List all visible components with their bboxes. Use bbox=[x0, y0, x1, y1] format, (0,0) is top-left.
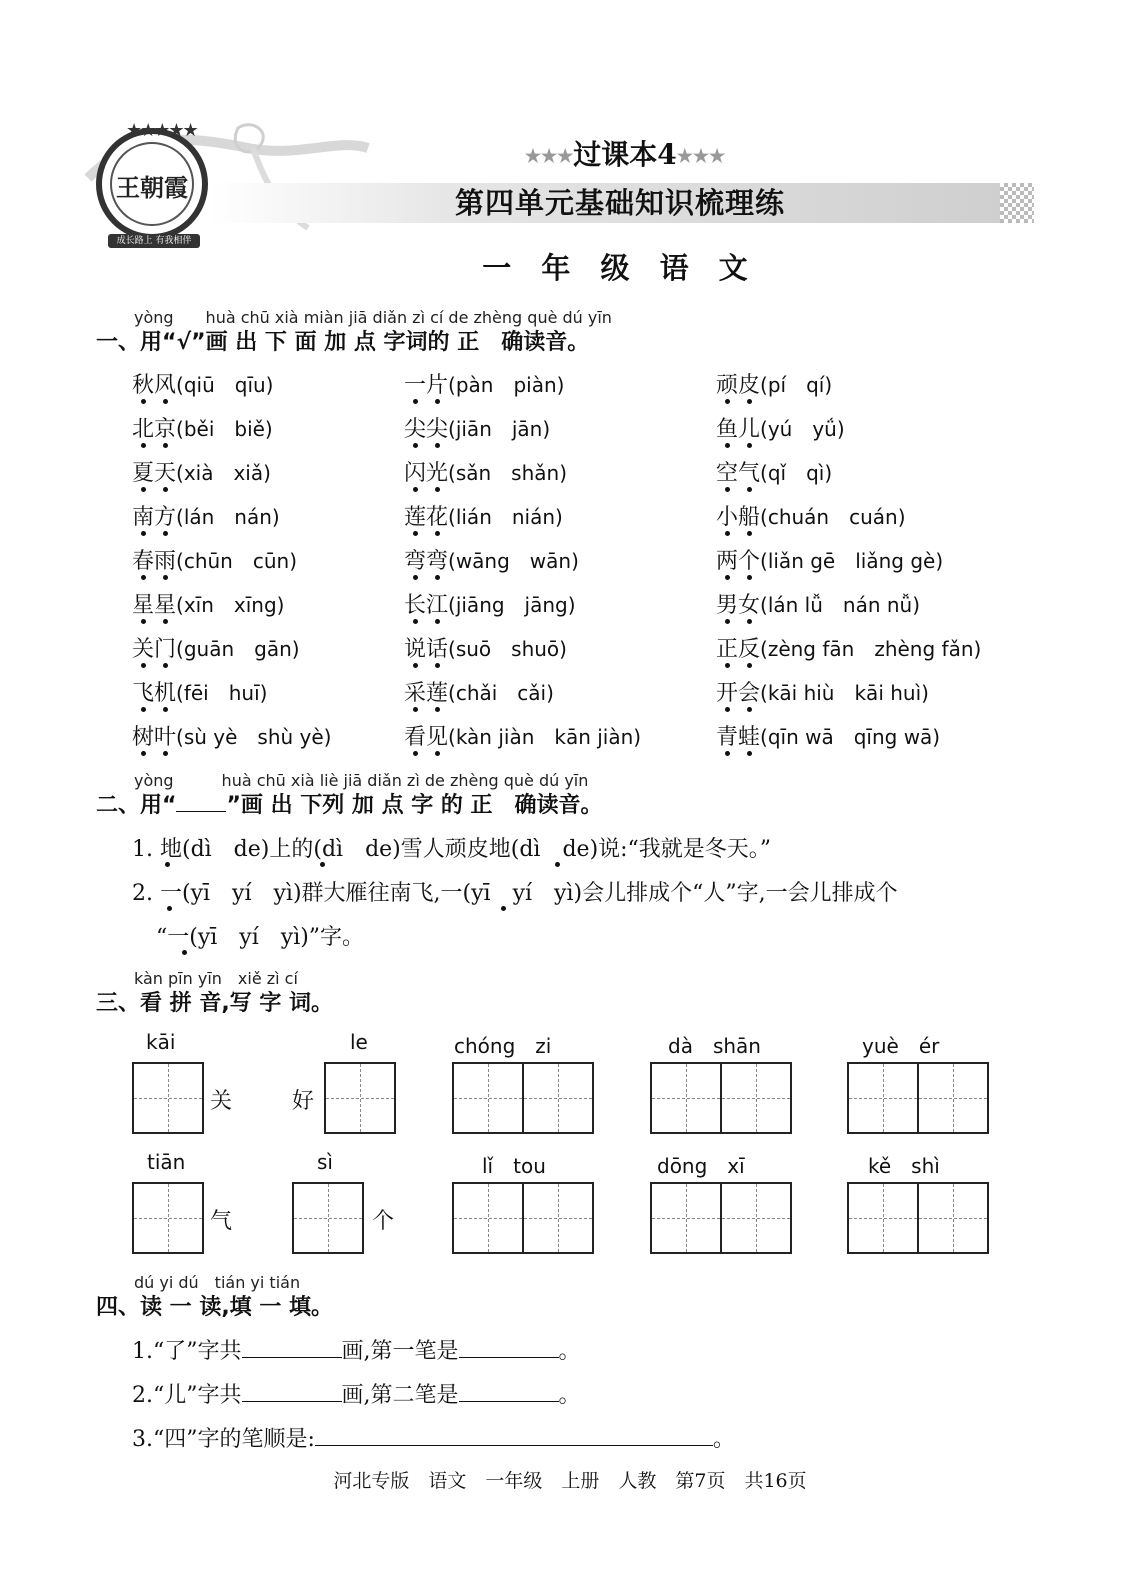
s1-item-choices[interactable]: (kāi hiù kāi huì) bbox=[760, 681, 929, 705]
unit-title: 第四单元基础知识梳理练 bbox=[454, 186, 785, 220]
s2-title-a: 二、用“ bbox=[96, 793, 177, 818]
emphasis-dot bbox=[725, 399, 730, 404]
s1-item bbox=[404, 720, 641, 751]
s2-line3: “一(yī yí yì)”字。 bbox=[156, 925, 365, 950]
s1-item bbox=[404, 588, 576, 619]
py-kai: kāi bbox=[146, 1030, 176, 1054]
writing-box-li[interactable] bbox=[452, 1182, 524, 1254]
s1-item bbox=[404, 456, 567, 487]
s1-item bbox=[132, 676, 267, 707]
q1-blank-strokes[interactable] bbox=[242, 1337, 342, 1358]
s4-q3 bbox=[132, 1422, 735, 1453]
stars-left-icon: ★★★ bbox=[524, 146, 574, 167]
s1-item-choices[interactable]: (guān gān) bbox=[176, 637, 300, 661]
s1-item bbox=[716, 544, 943, 575]
emphasis-dot bbox=[163, 663, 168, 668]
series-label: 过课本4 bbox=[573, 138, 677, 171]
emphasis-dot bbox=[435, 751, 440, 756]
s1-item bbox=[716, 456, 832, 487]
py-dashan: dà shān bbox=[668, 1034, 761, 1058]
subject-title: 一 年 级 语 文 bbox=[482, 251, 758, 285]
s1-item-word: 闪光 bbox=[404, 461, 449, 486]
s2-line1: 1. 地(dì de)上的(dì de)雪人顽皮地(dì de)说:“我就是冬天。” bbox=[132, 837, 772, 862]
s1-item bbox=[404, 676, 554, 707]
emphasis-dot bbox=[725, 575, 730, 580]
writing-box-er[interactable] bbox=[917, 1062, 989, 1134]
s2-title-b: ”画 出 下列 加 点 字 的 正 确读音。 bbox=[226, 793, 603, 818]
s2-pinyin: yòng huà chū xià liè jiā diǎn zì de zhèng què dú yīn bbox=[134, 771, 589, 790]
emphasis-dot bbox=[141, 575, 146, 580]
emphasis-dot bbox=[141, 707, 146, 712]
s1-item-word: 一片 bbox=[404, 373, 449, 398]
brand-logo bbox=[96, 128, 208, 240]
writing-pair-litou bbox=[452, 1182, 594, 1254]
writing-box-shi[interactable] bbox=[917, 1182, 989, 1254]
emphasis-dot bbox=[163, 531, 168, 536]
s1-item-choices[interactable]: (chuán cuán) bbox=[760, 505, 906, 529]
s1-item bbox=[404, 632, 567, 663]
emphasis-dot bbox=[435, 399, 440, 404]
emphasis-dot bbox=[747, 751, 752, 756]
s1-item bbox=[132, 500, 280, 531]
emphasis-dot bbox=[747, 663, 752, 668]
emphasis-dot bbox=[141, 399, 146, 404]
emphasis-dot bbox=[747, 399, 752, 404]
s1-item bbox=[132, 720, 331, 751]
q1-text-b: 画,第一笔是 bbox=[341, 1339, 459, 1364]
q3-text-a: 3.“四”字的笔顺是: bbox=[132, 1427, 315, 1452]
emphasis-dot bbox=[413, 443, 418, 448]
emphasis-dot bbox=[163, 751, 168, 756]
writing-box-le[interactable] bbox=[324, 1062, 396, 1134]
py-le: le bbox=[350, 1030, 368, 1054]
emphasis-dot bbox=[141, 663, 146, 668]
s1-item-choices[interactable]: (xīn xīng) bbox=[176, 593, 285, 617]
writing-pair-yueer bbox=[847, 1062, 989, 1134]
emphasis-dot bbox=[725, 443, 730, 448]
emphasis-dot bbox=[747, 707, 752, 712]
s1-item-word: 开会 bbox=[716, 681, 761, 706]
given-char-qi: 气 bbox=[210, 1209, 233, 1234]
q2-blank-second-stroke[interactable] bbox=[459, 1381, 559, 1402]
s1-item-choices[interactable]: (lán lǚ nán nǚ) bbox=[760, 593, 921, 617]
emphasis-dot bbox=[413, 663, 418, 668]
given-char-hao: 好 bbox=[292, 1089, 315, 1114]
writing-box-chong[interactable] bbox=[452, 1062, 524, 1134]
writing-pair-dongxi bbox=[650, 1182, 792, 1254]
given-char-ge: 个 bbox=[372, 1209, 395, 1234]
emphasis-dot bbox=[725, 663, 730, 668]
s1-item-choices[interactable]: (lán nán) bbox=[176, 505, 280, 529]
s1-item-choices[interactable]: (qīn wā qīng wā) bbox=[760, 725, 941, 749]
page-footer: 河北专版 语文 一年级 上册 人教 第7页 共16页 bbox=[333, 1470, 807, 1492]
emphasis-dot bbox=[725, 531, 730, 536]
s3-title: 三、看 拼 音,写 字 词。 bbox=[96, 991, 333, 1016]
s1-item-choices[interactable]: (sù yè shù yè) bbox=[176, 725, 332, 749]
s4-q1 bbox=[132, 1334, 581, 1365]
emphasis-dot bbox=[435, 707, 440, 712]
emphasis-dot bbox=[163, 399, 168, 404]
dot-yi-2 bbox=[501, 906, 506, 911]
emphasis-dot bbox=[413, 751, 418, 756]
s1-item-word: 春雨 bbox=[132, 549, 177, 574]
emphasis-dot bbox=[747, 619, 752, 624]
py-chongzi: chóng zi bbox=[454, 1034, 552, 1058]
s1-item bbox=[132, 544, 297, 575]
stars-right-icon: ★★★ bbox=[676, 146, 726, 167]
emphasis-dot bbox=[413, 487, 418, 492]
s1-item-word: 长江 bbox=[404, 593, 449, 618]
emphasis-dot bbox=[163, 443, 168, 448]
series-title bbox=[500, 133, 750, 173]
s1-item bbox=[716, 588, 920, 619]
dot-yi-3 bbox=[182, 950, 187, 955]
q3-text-c: 。 bbox=[712, 1427, 735, 1452]
emphasis-dot bbox=[435, 663, 440, 668]
writing-pair-dashan bbox=[650, 1062, 792, 1134]
q2-text-a: 2.“儿”字共 bbox=[132, 1383, 242, 1408]
emphasis-dot bbox=[141, 443, 146, 448]
s1-item-choices[interactable]: (liǎn gē liǎng gè) bbox=[760, 549, 944, 573]
writing-box-si[interactable] bbox=[292, 1182, 364, 1254]
emphasis-dot bbox=[141, 531, 146, 536]
q3-blank-stroke-order[interactable] bbox=[315, 1425, 713, 1446]
emphasis-dot bbox=[725, 707, 730, 712]
emphasis-dot bbox=[725, 751, 730, 756]
s1-item-word: 弯弯 bbox=[404, 549, 449, 574]
s1-item-choices[interactable]: (jiān jān) bbox=[448, 417, 551, 441]
emphasis-dot bbox=[747, 487, 752, 492]
s1-item-word: 南方 bbox=[132, 505, 177, 530]
s1-item-word: 秋风 bbox=[132, 373, 177, 398]
s1-item-choices[interactable]: (fēi huī) bbox=[176, 681, 268, 705]
writing-box-da[interactable] bbox=[650, 1062, 722, 1134]
s2-line2: 2. 一(yī yí yì)群大雁往南飞,一(yī yí yì)会儿排成个“人”字,一会儿排成个 bbox=[132, 881, 898, 906]
s1-item-choices[interactable]: (wāng wān) bbox=[448, 549, 579, 573]
s1-item-choices[interactable]: (yú yǘ) bbox=[760, 417, 845, 441]
s1-item bbox=[716, 368, 832, 399]
emphasis-dot bbox=[747, 443, 752, 448]
s1-item-choices[interactable]: (qiū qīu) bbox=[176, 373, 274, 397]
emphasis-dot bbox=[413, 531, 418, 536]
s1-item-choices[interactable]: (chǎi cǎi) bbox=[448, 681, 554, 705]
s1-item bbox=[404, 412, 550, 443]
s1-item-choices[interactable]: (chūn cūn) bbox=[176, 549, 297, 573]
s1-item-word: 鱼儿 bbox=[716, 417, 761, 442]
dot-di-1 bbox=[165, 862, 170, 867]
q1-blank-first-stroke[interactable] bbox=[459, 1337, 559, 1358]
logo-brand-name: 王朝霞 bbox=[116, 173, 188, 202]
emphasis-dot bbox=[413, 399, 418, 404]
s1-item-word: 飞机 bbox=[132, 681, 177, 706]
emphasis-dot bbox=[725, 619, 730, 624]
writing-box-xi[interactable] bbox=[720, 1182, 792, 1254]
emphasis-dot bbox=[435, 575, 440, 580]
s1-item-word: 说话 bbox=[404, 637, 449, 662]
writing-box-tou[interactable] bbox=[522, 1182, 594, 1254]
py-dongxi: dōng xī bbox=[657, 1154, 745, 1178]
s1-item-word: 莲花 bbox=[404, 505, 449, 530]
q2-text-c: 。 bbox=[558, 1383, 581, 1408]
s1-item-word: 男女 bbox=[716, 593, 761, 618]
writing-box-dong[interactable] bbox=[650, 1182, 722, 1254]
writing-box-shan[interactable] bbox=[720, 1062, 792, 1134]
emphasis-dot bbox=[163, 619, 168, 624]
s1-item bbox=[404, 368, 564, 399]
s1-item-choices[interactable]: (suō shuō) bbox=[448, 637, 567, 661]
s1-item-choices[interactable]: (lián nián) bbox=[448, 505, 563, 529]
emphasis-dot bbox=[141, 619, 146, 624]
emphasis-dot bbox=[435, 619, 440, 624]
emphasis-dot bbox=[413, 619, 418, 624]
s1-item-word: 树叶 bbox=[132, 725, 177, 750]
s1-item-choices[interactable]: (jiāng jāng) bbox=[448, 593, 576, 617]
q2-blank-strokes[interactable] bbox=[242, 1381, 342, 1402]
writing-box-zi[interactable] bbox=[522, 1062, 594, 1134]
s1-item bbox=[716, 412, 845, 443]
dot-de-2 bbox=[320, 862, 325, 867]
s2-title bbox=[96, 788, 603, 819]
emphasis-dot bbox=[163, 575, 168, 580]
s1-item-choices[interactable]: (pàn piàn) bbox=[448, 373, 565, 397]
writing-pair-chongzi bbox=[452, 1062, 594, 1134]
s1-item-choices[interactable]: (pí qí) bbox=[760, 373, 833, 397]
emphasis-dot bbox=[141, 751, 146, 756]
s1-item-word: 看见 bbox=[404, 725, 449, 750]
s1-item-choices[interactable]: (běi biě) bbox=[176, 417, 273, 441]
s1-item bbox=[716, 632, 981, 663]
s1-item bbox=[716, 676, 929, 707]
s1-item-choices[interactable]: (qǐ qì) bbox=[760, 461, 833, 485]
s1-item bbox=[132, 412, 273, 443]
s1-item bbox=[132, 368, 273, 399]
emphasis-dot bbox=[435, 487, 440, 492]
emphasis-dot bbox=[163, 487, 168, 492]
s1-item-word: 小船 bbox=[716, 505, 761, 530]
emphasis-dot bbox=[413, 575, 418, 580]
s4-title: 四、读 一 读,填 一 填。 bbox=[96, 1295, 333, 1320]
s1-item bbox=[404, 544, 579, 575]
s1-item-word: 夏天 bbox=[132, 461, 177, 486]
s1-item-choices[interactable]: (kàn jiàn kān jiàn) bbox=[448, 725, 642, 749]
s1-item-word: 空气 bbox=[716, 461, 761, 486]
s1-item-word: 星星 bbox=[132, 593, 177, 618]
s1-pinyin: yòng huà chū xià miàn jiā diǎn zì cí de zhèng què dú yīn bbox=[134, 308, 612, 327]
q1-text-a: 1.“了”字共 bbox=[132, 1339, 242, 1364]
s1-item-word: 青蛙 bbox=[716, 725, 761, 750]
s4-q2 bbox=[132, 1378, 581, 1409]
s1-item-word: 关门 bbox=[132, 637, 177, 662]
s1-item-word: 北京 bbox=[132, 417, 177, 442]
py-tian: tiān bbox=[147, 1150, 186, 1174]
s1-item bbox=[716, 720, 940, 751]
emphasis-dot bbox=[141, 487, 146, 492]
s1-item-word: 采莲 bbox=[404, 681, 449, 706]
dot-yi-1 bbox=[167, 906, 172, 911]
py-yueer: yuè ér bbox=[862, 1034, 940, 1058]
s1-item bbox=[132, 632, 300, 663]
s1-item bbox=[132, 456, 271, 487]
writing-pair-keshi bbox=[847, 1182, 989, 1254]
s1-item-word: 正反 bbox=[716, 637, 761, 662]
writing-box-ke[interactable] bbox=[847, 1182, 919, 1254]
s1-item-word: 尖尖 bbox=[404, 417, 449, 442]
py-litou: lǐ tou bbox=[482, 1154, 546, 1178]
q1-text-c: 。 bbox=[558, 1339, 581, 1364]
emphasis-dot bbox=[413, 707, 418, 712]
given-char-guan: 关 bbox=[210, 1089, 233, 1114]
s4-pinyin: dú yi dú tián yi tián bbox=[134, 1273, 301, 1292]
writing-box-tian[interactable] bbox=[132, 1182, 204, 1254]
emphasis-dot bbox=[435, 443, 440, 448]
s3-pinyin: kàn pīn yīn xiě zì cí bbox=[134, 969, 298, 988]
writing-box-kai[interactable] bbox=[132, 1062, 204, 1134]
s1-item bbox=[716, 500, 906, 531]
logo-stars-icon: ★★★★★ bbox=[126, 120, 197, 141]
emphasis-dot bbox=[435, 531, 440, 536]
emphasis-dot bbox=[747, 575, 752, 580]
s1-title: 一、用“√”画 出 下 面 加 点 字词的 正 确读音。 bbox=[96, 330, 590, 355]
logo-tagline: 成长路上 有我相伴 bbox=[108, 234, 200, 248]
underline-sample bbox=[176, 791, 226, 812]
emphasis-dot bbox=[747, 531, 752, 536]
dot-di-3 bbox=[555, 862, 560, 867]
q2-text-b: 画,第二笔是 bbox=[341, 1383, 459, 1408]
writing-box-yue[interactable] bbox=[847, 1062, 919, 1134]
py-keshi: kě shì bbox=[868, 1154, 940, 1178]
s1-item-word: 两个 bbox=[716, 549, 761, 574]
s1-item-choices[interactable]: (xià xiǎ) bbox=[176, 461, 271, 485]
emphasis-dot bbox=[163, 707, 168, 712]
s1-item-word: 顽皮 bbox=[716, 373, 761, 398]
s1-item-choices[interactable]: (sǎn shǎn) bbox=[448, 461, 567, 485]
emphasis-dot bbox=[725, 487, 730, 492]
s1-item-choices[interactable]: (zèng fān zhèng fǎn) bbox=[760, 637, 982, 661]
s1-item bbox=[404, 500, 563, 531]
py-si: sì bbox=[317, 1150, 333, 1174]
s1-item bbox=[132, 588, 284, 619]
